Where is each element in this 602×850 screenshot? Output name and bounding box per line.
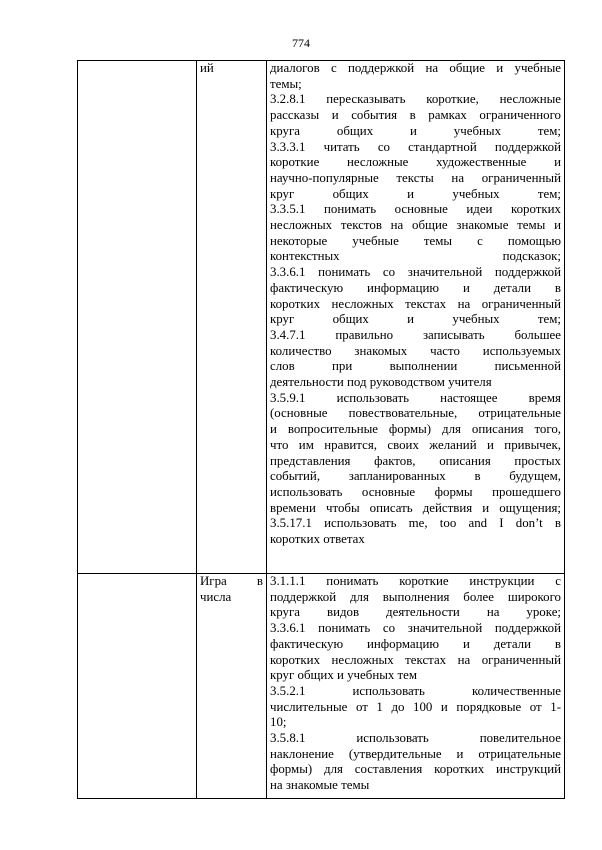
topic-line: ий: [200, 61, 214, 75]
objective-line: коротких несложных текстах на ограниченный: [270, 652, 561, 667]
objective-line: темы;: [270, 76, 302, 91]
objective-line: 3.3.5.1 понимать основные идеи коротких: [270, 202, 561, 217]
objectives-cell: [267, 61, 565, 574]
page-number: 774: [292, 36, 310, 50]
section-cell: [78, 574, 197, 799]
topic-line: Игра в: [200, 574, 263, 588]
objective-line: использовать основные формы прошедшего: [270, 484, 561, 499]
objective-line: рассказы и события в рамках ограниченного: [270, 108, 561, 123]
objective-line: 3.2.8.1 пересказывать короткие, несложные: [270, 92, 561, 107]
curriculum-table: [77, 60, 565, 799]
objective-line: короткие несложные художественные и: [270, 155, 561, 170]
objective-line: круга общих и учебных тем;: [270, 123, 561, 138]
objective-line: круга видов деятельности на уроке;: [270, 605, 561, 620]
objective-line: поддержкой для выполнения более широкого: [270, 589, 561, 604]
objective-line: на знакомые темы: [270, 778, 370, 793]
objective-line: событий, запланированных в будущем,: [270, 469, 561, 484]
table-row: [78, 61, 565, 574]
objectives-cell: [267, 574, 565, 799]
topic-cell: [197, 61, 267, 574]
objective-line: числительные от 1 до 100 и порядковые от 1-: [270, 699, 561, 714]
objective-line: коротких несложных текстах на ограниченный: [270, 296, 561, 311]
objective-line: коротких ответах: [270, 532, 365, 547]
topic-line: числа: [200, 589, 232, 604]
objective-line: 3.1.1.1 понимать короткие инструкции с: [270, 574, 561, 588]
objective-line: фактическую информацию и детали в: [270, 280, 561, 295]
objective-line: что им нравится, своих желаний и привычек,: [270, 437, 561, 452]
objective-line: диалогов с поддержкой на общие и учебные: [270, 61, 561, 75]
table-row: [78, 574, 565, 799]
objective-line: и вопросительные формы) для описания того,: [270, 422, 561, 437]
objective-line: формы) для составления коротких инструкций: [270, 762, 561, 777]
objective-line: круг общих и учебных тем;: [270, 312, 561, 327]
objective-line: научно-популярные тексты на ограниченный: [270, 170, 561, 185]
objective-line: круг общих и учебных тем;: [270, 186, 561, 201]
objective-line: количество знакомых часто используемых: [270, 343, 561, 358]
objective-line: круг общих и учебных тем: [270, 668, 418, 683]
objective-line: 3.4.7.1 правильно записывать большее: [270, 327, 561, 342]
objective-line: представления фактов, описания простых: [270, 453, 561, 468]
objective-line: времени чтобы описать действия и ощущения;: [270, 500, 561, 515]
objective-line: 3.5.8.1 использовать повелительное: [270, 731, 561, 746]
objective-line: несложных текстов на общие знакомые темы и: [270, 218, 561, 233]
objective-line: 3.3.3.1 читать со стандартной поддержкой: [270, 139, 561, 154]
objective-line: 3.3.6.1 понимать со значительной поддержкой: [270, 265, 561, 280]
objective-line: наклонение (утвердительные и отрицательные: [270, 746, 561, 761]
objective-line: 3.5.2.1 использовать количественные: [270, 683, 561, 698]
objective-line: деятельности под руководством учителя: [270, 375, 492, 390]
objective-line: 3.3.6.1 понимать со значительной поддержкой: [270, 621, 561, 636]
objective-line: (основные повествовательные, отрицательные: [270, 406, 561, 421]
objective-line: 3.5.9.1 использовать настоящее время: [270, 390, 561, 405]
objective-line: 3.5.17.1 использовать me, too and I don’t в: [270, 516, 561, 531]
objective-line: 10;: [270, 715, 287, 730]
objective-line: слов при выполнении письменной: [270, 359, 561, 374]
topic-cell: [197, 574, 267, 799]
section-cell: [78, 61, 197, 574]
objective-line: некоторые учебные темы с помощью: [270, 233, 561, 248]
objective-line: фактическую информацию и детали в: [270, 636, 561, 651]
objective-line: контекстных подсказок;: [270, 249, 561, 264]
